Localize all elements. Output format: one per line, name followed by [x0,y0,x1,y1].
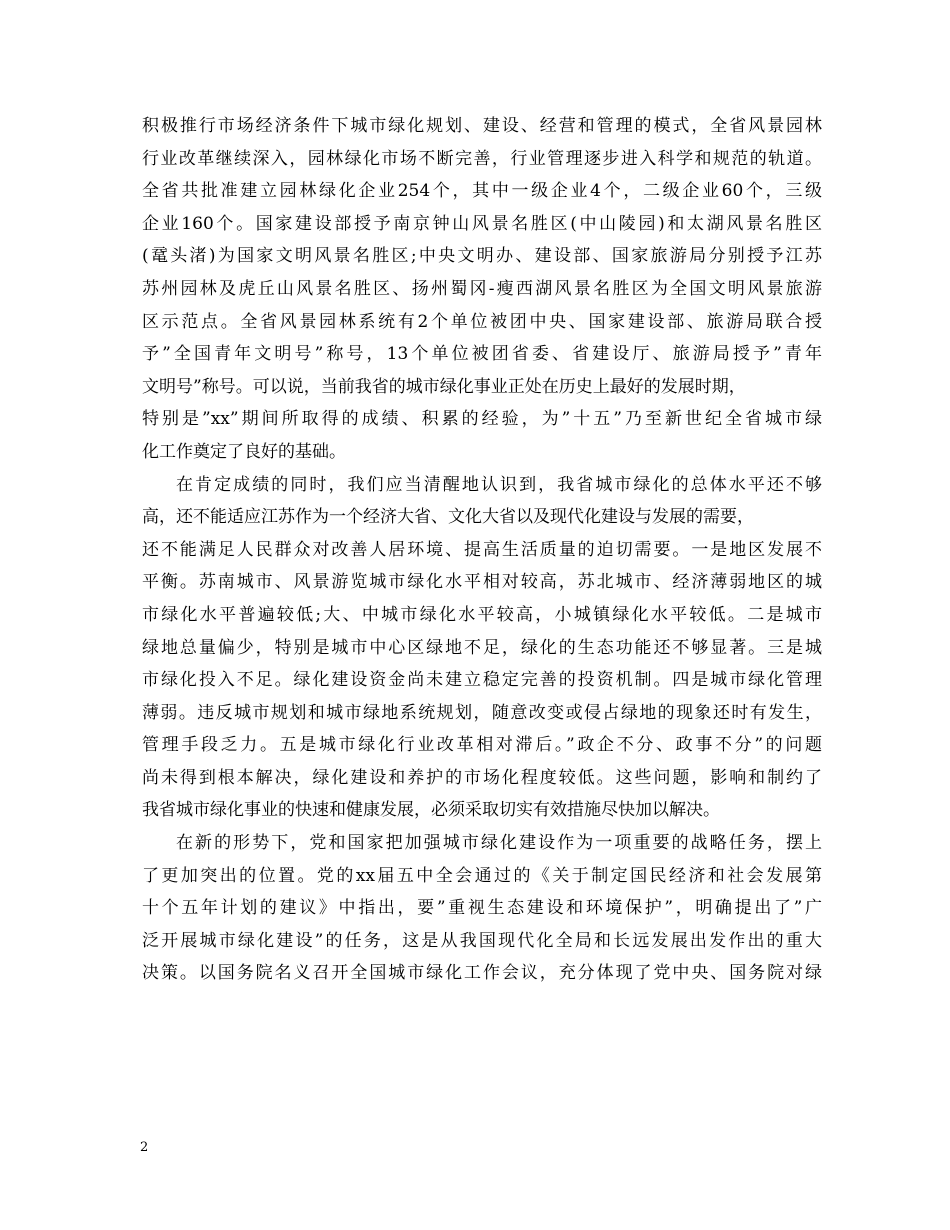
text-line: 企业160个。国家建设部授予南京钟山风景名胜区(中山陵园)和太湖风景名胜区 [142,213,822,234]
text-line: 行业改革继续深入，园林绿化市场不断完善，行业管理逐步进入科学和规范的轨道。 [142,148,822,169]
text-line: 积极推行市场经济条件下城市绿化规划、建设、经营和管理的模式，全省风景园林 [142,116,822,136]
text-line: 平衡。苏南城市、风景游览城市绿化水平相对较高，苏北城市、经济薄弱地区的城 [142,572,822,593]
text-line: 绿地总量偏少，特别是城市中心区绿地不足，绿化的生态功能还不够显著。三是城 [142,637,822,658]
paragraph-first-line: 在新的形势下，党和国家把加强城市绿化建设作为一项重要的战略任务，摆上 [176,833,822,854]
text-line: 管理手段乏力。五是城市绿化行业改革相对滞后。”政企不分、政事不分”的问题 [142,735,822,756]
text-line: 全省共批准建立园林绿化企业254个，其中一级企业4个，二级企业60个，三级 [142,181,822,202]
text-line: 了更加突出的位置。党的xx届五中全会通过的《关于制定国民经济和社会发展第 [142,865,822,886]
text-line: 特别是”xx”期间所取得的成绩、积累的经验，为”十五”乃至新世纪全省城市绿 [142,409,822,430]
text-line: 化工作奠定了良好的基础。 [142,441,346,462]
text-line: 高，还不能适应江苏作为一个经济大省、文化大省以及现代化建设与发展的需要， [142,507,754,528]
text-line: 市绿化水平普遍较低;大、中城市绿化水平较高，小城镇绿化水平较低。二是城市 [142,604,822,625]
text-line: 文明号”称号。可以说，当前我省的城市绿化事业正处在历史上最好的发展时期， [142,376,746,397]
text-line: 决策。以国务院名义召开全国城市绿化工作会议，充分体现了党中央、国务院对绿 [142,963,822,984]
text-line: 泛开展城市绿化建设”的任务，这是从我国现代化全局和长远发展出发作出的重大 [142,930,822,951]
body-text [142,110,822,990]
text-line: 予”全国青年文明号”称号，13个单位被团省委、省建设厅、旅游局授予”青年 [142,344,822,365]
text-line: 苏州园林及虎丘山风景名胜区、扬州蜀冈-瘦西湖风景名胜区为全国文明风景旅游 [142,278,822,299]
text-line: (鼋头渚)为国家文明风景名胜区;中央文明办、建设部、国家旅游局分别授予江苏 [142,246,822,267]
text-line: 十个五年计划的建议》中指出，要”重视生态建设和环境保护”，明确提出了”广 [142,898,822,919]
text-line: 尚未得到根本解决，绿化建设和养护的市场化程度较低。这些问题，影响和制约了 [142,767,822,788]
text-line: 市绿化投入不足。绿化建设资金尚未建立稳定完善的投资机制。四是城市绿化管理 [142,670,822,691]
text-line: 还不能满足人民群众对改善人居环境、提高生活质量的迫切需要。一是地区发展不 [142,539,822,560]
text-line: 我省城市绿化事业的快速和健康发展，必须采取切实有效措施尽快加以解决。 [142,800,720,821]
page-number: 2 [140,1140,149,1155]
text-line: 区示范点。全省风景园林系统有2个单位被团中央、国家建设部、旅游局联合授 [142,311,822,332]
paragraph-first-line: 在肯定成绩的同时，我们应当清醒地认识到，我省城市绿化的总体水平还不够 [176,474,822,495]
text-line: 薄弱。违反城市规划和城市绿地系统规划，随意改变或侵占绿地的现象还时有发生， [142,702,822,723]
